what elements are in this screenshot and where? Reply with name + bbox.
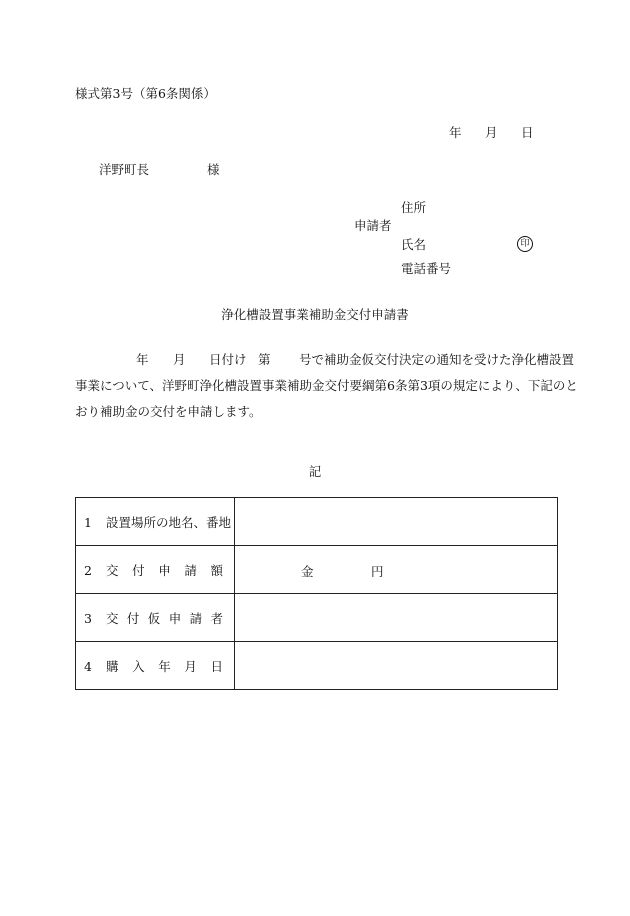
date-month: 月 [485,125,498,140]
date-day: 日 [521,125,534,140]
item-label-cell [76,594,235,642]
item-number: 3 [84,610,92,626]
amount-unit: 円 [371,564,384,579]
seal-icon: 印 [517,236,533,252]
item-label-cell [76,546,235,594]
document-title: 浄化槽設置事業補助金交付申請書 [221,307,409,322]
date-year: 年 [449,125,462,140]
item-number: 2 [84,562,92,578]
table-row [76,642,558,690]
item-number: 4 [84,658,92,674]
table-row [76,546,558,594]
table-row [76,594,558,642]
item-label: 交付仮申請者 [106,610,223,626]
addressee-name: 洋野町長 [99,162,150,177]
item-label-cell [76,498,235,546]
ki-heading: 記 [308,464,322,479]
form-number: 様式第3号（第6条関係） [75,86,216,101]
seal-mark [517,234,533,252]
item-label: 設置場所の地名、番地 [106,514,232,530]
body-line-2: 事業について、洋野町浄化槽設置事業補助金交付要綱第6条第3項の規定により、下記のと [75,378,578,393]
applicant-label: 申請者 [354,218,392,233]
body-line-3: おり補助金の交付を申請します。 [75,404,262,419]
body-line-1-rest: 号で補助金仮交付決定の通知を受けた浄化槽設置 [299,352,575,367]
body-number-prefix: 第 [258,352,271,367]
item-value-cell[interactable] [235,498,558,546]
body-year: 年 [136,352,149,367]
body-paragraph [75,347,578,425]
item-number: 1 [84,514,92,530]
item-label: 購入年月日 [106,658,223,674]
item-value-cell[interactable] [235,642,558,690]
item-value-cell[interactable] [235,546,558,594]
item-label-cell [76,642,235,690]
addressee-honorific: 様 [207,162,220,177]
body-dated: 日付け [209,352,247,367]
items-table [75,497,558,690]
name-label: 氏名 [401,237,427,252]
amount-prefix: 金 [301,564,314,579]
address-label: 住所 [401,200,427,215]
body-month: 月 [173,352,186,367]
item-label: 交付申請額 [106,562,223,578]
item-value-cell[interactable] [235,594,558,642]
table-row [76,498,558,546]
body-line-1 [75,347,575,373]
phone-label: 電話番号 [401,261,452,276]
